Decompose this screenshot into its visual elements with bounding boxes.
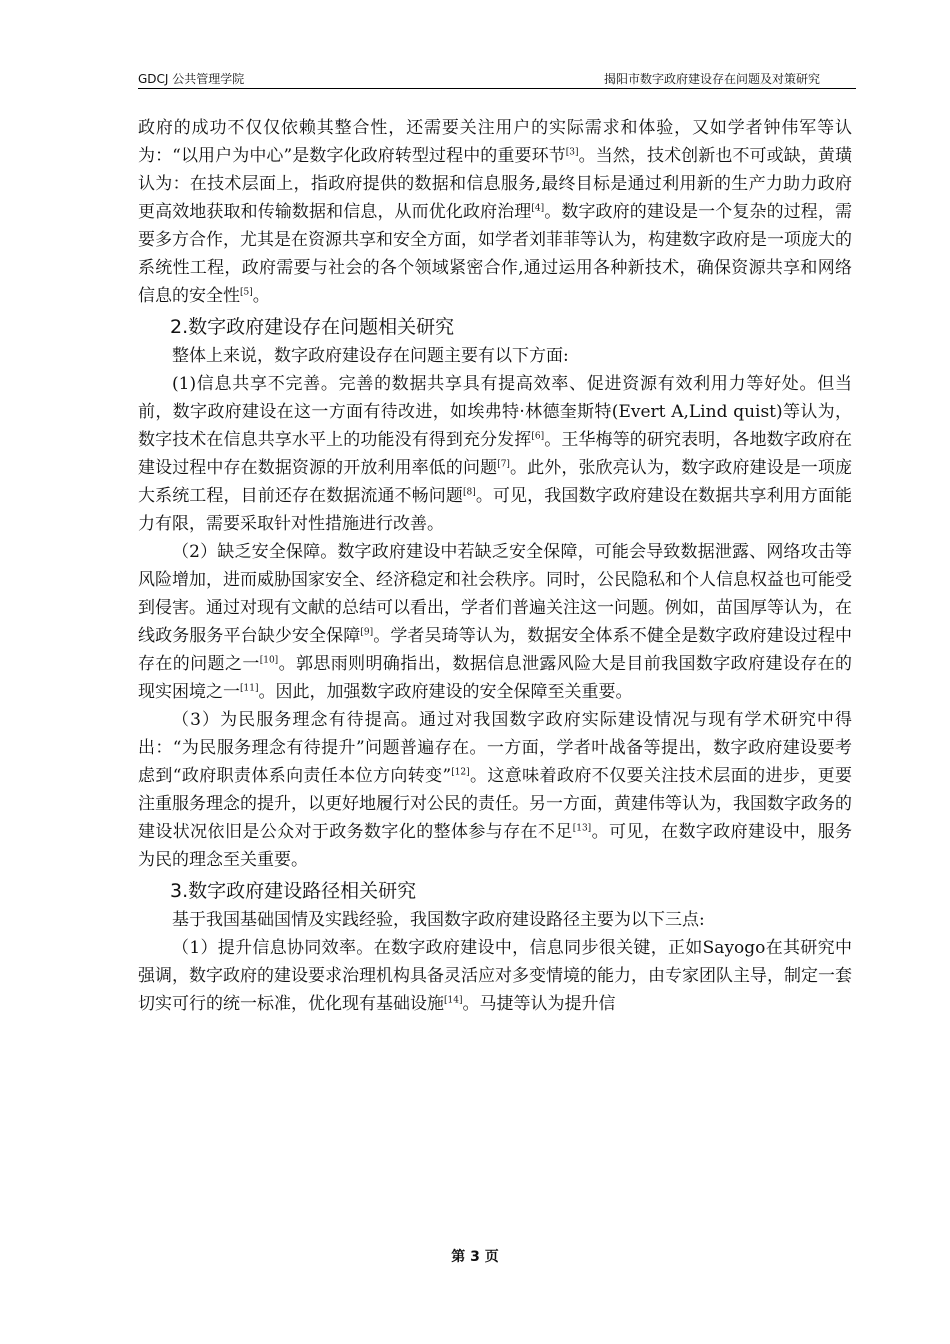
page-body bbox=[138, 114, 852, 1018]
page-header bbox=[138, 66, 856, 89]
section-2-point-2: （2）缺乏安全保障。数字政府建设中若缺乏安全保障，可能会导致数据泄露、网络攻击等风险增加，进而威胁国家安全、经济稳定和社会秩序。同时，公民隐私和个人信息权益也可能受到侵害。通过对现有文献的总结可以看出，学者们普遍关注这一问题。例如，苗国厚等认为，在线政务服务平台缺少安全保障[9]。学者吴琦等认为，数据安全体系不健全是数字政府建设过程中存在的问题之一[10]。郭思雨则明确指出，数据信息泄露风险大是目前我国数字政府建设存在的现实困境之一[11]。因此，加强数字政府建设的安全保障至关重要。 bbox=[138, 542, 853, 702]
citation: [7] bbox=[497, 459, 510, 470]
section-3-point-1: （1）提升信息协同效率。在数字政府建设中，信息同步很关键，正如Sayogo在其研究中强调，数字政府的建设要求治理机构具备灵活应对多变情境的能力，由专家团队主导，制定一套切实可行的统一标准，优化现有基础设施[14]。马捷等认为提升信 bbox=[138, 938, 852, 1014]
header-school: GDCJ 公共管理学院 bbox=[138, 72, 245, 86]
citation: [5] bbox=[240, 287, 253, 298]
citation: [6] bbox=[531, 431, 545, 442]
section-2-heading: 2.数字政府建设存在问题相关研究 bbox=[170, 316, 455, 338]
citation: [9] bbox=[360, 627, 374, 638]
header-paper-title: 揭阳市数字政府建设存在问题及对策研究 bbox=[603, 72, 820, 86]
citation: [14] bbox=[444, 995, 463, 1006]
citation: [8] bbox=[462, 487, 476, 498]
citation: [3] bbox=[565, 147, 579, 158]
page-number: 第 3 页 bbox=[451, 1249, 499, 1265]
citation: [4] bbox=[531, 203, 545, 214]
intro-paragraph: 政府的成功不仅仅依赖其整合性，还需要关注用户的实际需求和体验，又如学者钟伟军等认为：“以用户为中心”是数字化政府转型过程中的重要环节[3]。当然，技术创新也不可或缺，黄璜认为：在技术层面上，指政府提供的数据和信息服务,最终目标是通过利用新的生产力助力政府更高效地获取和传输数据和信息，从而优化政府治理[4]。数字政府的建设是一个复杂的过程，需要多方合作，尤其是在资源共享和安全方面，如学者刘菲菲等认为，构建数字政府是一项庞大的系统性工程，政府需要与社会的各个领域紧密合作,通过运用各种新技术，确保资源共享和网络信息的安全性[5]。 bbox=[138, 118, 853, 306]
citation: [13] bbox=[572, 823, 592, 834]
section-3-heading: 3.数字政府建设路径相关研究 bbox=[170, 880, 417, 902]
citation: [11] bbox=[240, 683, 259, 694]
section-2-point-3: （3）为民服务理念有待提高。通过对我国数字政府实际建设情况与现有学术研究中得出：“为民服务理念有待提升”问题普遍存在。一方面，学者叶战备等提出，数字政府建设要考虑到“政府职责体系向责任本位方向转变”[12]。这意味着政府不仅要关注技术层面的进步，更要注重服务理念的提升，以更好地履行对公民的责任。另一方面，黄建伟等认为，我国数字政务的建设状况依旧是公众对于政务数字化的整体参与存在不足[13]。可见，在数字政府建设中，服务为民的理念至关重要。 bbox=[138, 710, 853, 870]
citation: [12] bbox=[451, 767, 470, 778]
section-2-intro: 整体上来说，数字政府建设存在问题主要有以下方面: bbox=[172, 346, 569, 366]
citation: [10] bbox=[259, 655, 279, 666]
section-2-point-1: (1)信息共享不完善。完善的数据共享具有提高效率、促进资源有效利用力等好处。但当前，数字政府建设在这一方面有待改进，如埃弗特·林德奎斯特(Evert A,Lind quist)等认为，数字技术在信息共享水平上的功能没有得到充分发挥[6]。王华梅等的研究表明，各地数字政府在建设过程中存在数据资源的开放利用率低的问题[7]。此外，张欣亮认为，数字政府建设是一项庞大系统工程，目前还存在数据流通不畅问题[8]。可见，我国数字政府建设在数据共享利用方面能力有限，需要采取针对性措施进行改善。 bbox=[138, 374, 853, 534]
section-3-intro: 基于我国基础国情及实践经验，我国数字政府建设路径主要为以下三点: bbox=[172, 910, 705, 930]
